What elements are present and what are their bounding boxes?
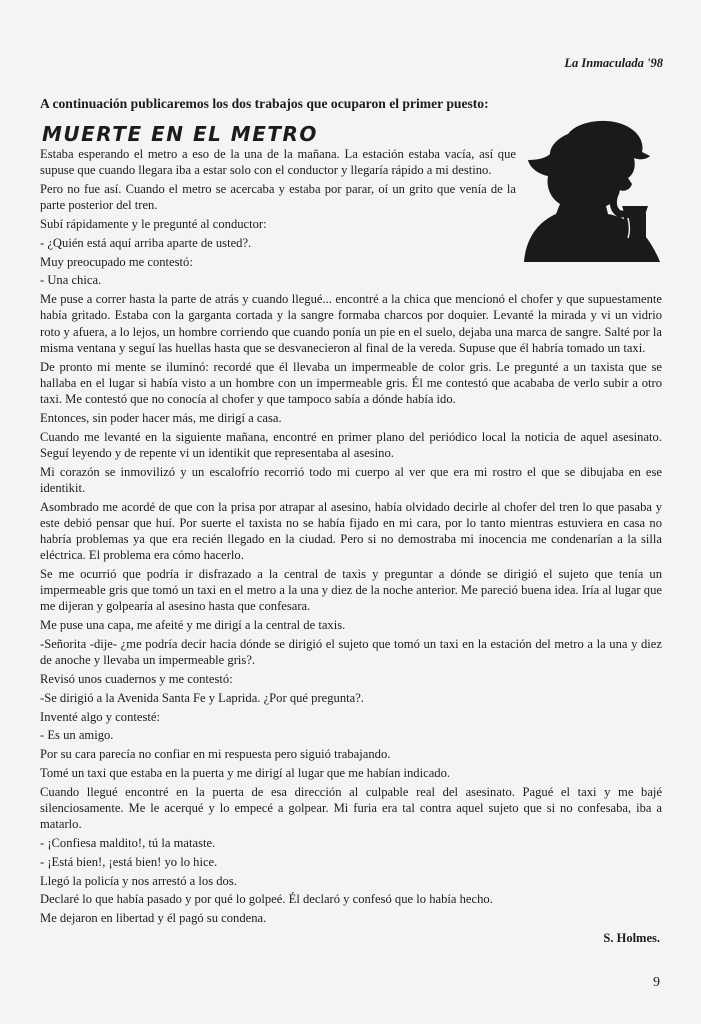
story-paragraph: - ¿Quién está aquí arriba aparte de usted?. xyxy=(40,235,252,250)
story-paragraph: -Se dirigió a la Avenida Santa Fe y Laprida. ¿Por qué pregunta?. xyxy=(40,690,364,705)
story-paragraph: - ¡Está bien!, ¡está bien! yo lo hice. xyxy=(40,854,218,869)
story-paragraph: Cuando llegué encontré en la puerta de esa dirección al culpable real del asesinato. Pagué el taxi y me bajé silenciosamente. Me le acerqué y lo empecé a golpear. Mi furia era tal contra aquel sujeto que si no confesaba, iba a matarlo. xyxy=(40,784,662,832)
story-paragraph: Revisó unos cuadernos y me contestó: xyxy=(40,672,233,686)
story-paragraph: Me dejaron en libertad y él pagó su condena. xyxy=(40,911,267,926)
story-paragraph: Cuando me levanté en la siguiente mañana, encontré en primer plano del periódico local la noticia de aquel asesinato. Seguí leyendo y de repente vi un identikit que representaba al asesino. xyxy=(40,429,662,460)
story-paragraph: -Señorita -dije- ¿me podría decir hacia dónde se dirigió el sujeto que tomó un taxi en la estación del metro a la una y diez de anoche y llevaba un impermeable gris?. xyxy=(40,637,662,668)
page-header: La Inmaculada '98 xyxy=(564,56,663,70)
page-number: 9 xyxy=(653,975,660,990)
author-signature: S. Holmes. xyxy=(603,931,660,945)
story-paragraph: Pero no fue así. Cuando el metro se acercaba y estaba por parar, oí un grito que venía de la parte posterior del tren. xyxy=(40,182,516,213)
story-paragraph: Asombrado me acordé de que con la prisa por atrapar al asesino, había olvidado decirle al chofer del tren lo que pasaba y este debió pensar que huí. Por suerte el taxista no se había fijado en mi cara, por lo tanto mientras estuviera en casa no habría problemas ya que era recién llegado en la ciudad. Pero si no demostraba mi inocencia me condenarían a la silla eléctrica. El problema era cómo hacerlo. xyxy=(40,499,662,563)
intro-sentence: A continuación publicaremos los dos trabajos que ocuparon el primer puesto: xyxy=(40,96,489,111)
story-paragraph: Muy preocupado me contestó: xyxy=(40,254,193,269)
story-paragraph: Mi corazón se inmovilizó y un escalofrío recorrió todo mi cuerpo al ver que era mi rostro el que se dibujaba en ese identikit. xyxy=(40,464,662,495)
story-paragraph: Me puse a correr hasta la parte de atrás y cuando llegué... encontré a la chica que mencionó el chofer y que supuestamente había gritado. Estaba con la garganta cortada y la sangre formaba charcos por doquier. Levanté la mirada y vi un vidrio roto y afuera, a lo lejos, un hombre corriendo que cuando ponía un pie en el suelo, dejaba una marca de sangre. Salté por la misma ventana y seguí las huellas hasta que se desvanecieron al final de la vereda. Supuse que él habría tomado un taxi. xyxy=(40,292,662,355)
story-paragraph: Estaba esperando el metro a eso de la una de la mañana. La estación estaba vacía, así que supuse que cuando llegara iba a estar solo con el conductor y llegaría rápido a mi destino. xyxy=(40,147,516,178)
story-paragraph: De pronto mi mente se iluminó: recordé que él llevaba un impermeable de color gris. Le pregunté a un taxista que se hallaba en el lugar si había visto a un hombre con un impermeable gris. Él me contestó que acababa de verlo subir a otro taxi. Me contestó que no conocía al chofer y que tampoco sabía a dónde había ido. xyxy=(40,359,662,406)
story-body xyxy=(40,146,662,929)
story-paragraph: Por su cara parecía no confiar en mi respuesta pero siguió trabajando. xyxy=(40,747,391,762)
story-paragraph: Tomé un taxi que estaba en la puerta y me dirigí al lugar que me habían indicado. xyxy=(40,765,451,780)
story-paragraph: Subí rápidamente y le pregunté al conductor: xyxy=(40,217,267,231)
story-paragraph: - Una chica. xyxy=(40,273,102,288)
story-paragraph: Llegó la policía y nos arrestó a los dos. xyxy=(40,873,237,888)
story-paragraph: - Es un amigo. xyxy=(40,728,114,743)
story-paragraph: Me puse una capa, me afeité y me dirigí a la central de taxis. xyxy=(40,618,346,633)
story-paragraph: Entonces, sin poder hacer más, me dirigí a casa. xyxy=(40,410,282,425)
story-paragraph: - ¡Confiesa maldito!, tú la mataste. xyxy=(40,835,216,850)
story-paragraph: Declaré lo que había pasado y por qué lo golpeé. Él declaró y confesó que lo había hecho. xyxy=(40,892,493,907)
story-paragraph: Se me ocurrió que podría ir disfrazado a la central de taxis y preguntar a dónde se dirigió el sujeto que tenía un impermeable gris que tomó un taxi en el metro a la una y diez de la noche anterior. Me pareció buena idea. Iría al lugar que me dijeran y golpearía al asesino hasta que confesara. xyxy=(40,567,662,614)
story-title: MUERTE EN EL METRO xyxy=(42,122,318,146)
story-paragraph: Inventé algo y contesté: xyxy=(40,709,160,724)
